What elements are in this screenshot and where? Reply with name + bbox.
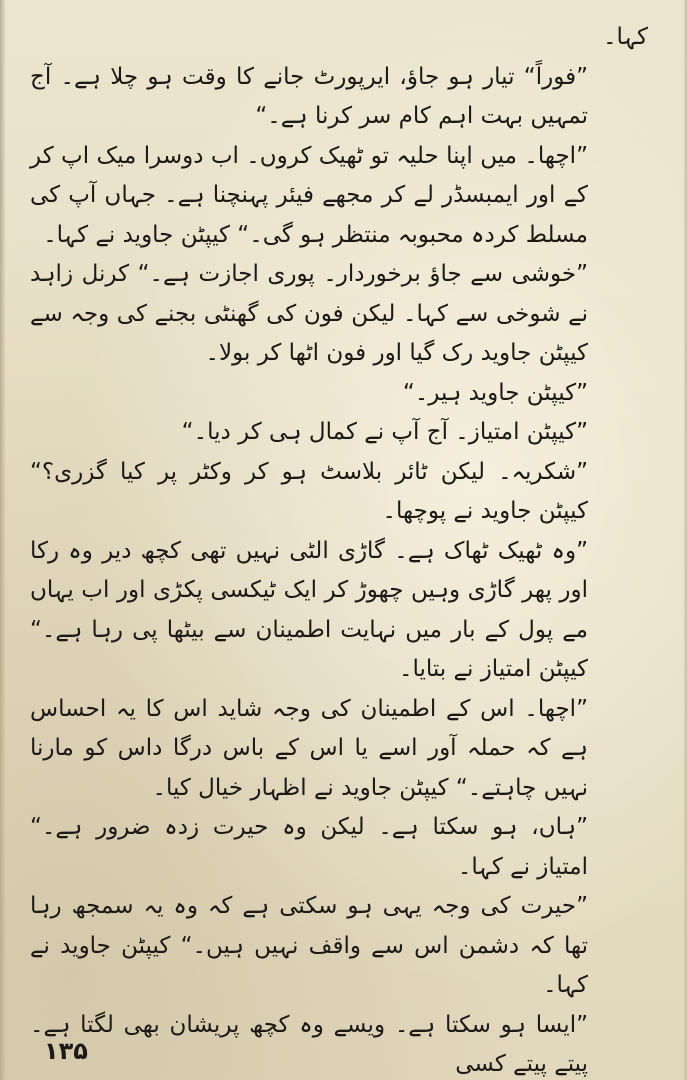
page-edge-right xyxy=(683,0,687,1080)
paragraph: ”کیپٹن امتیاز۔ آج آپ نے کمال ہی کر دیا۔“ xyxy=(181,419,588,445)
paragraph: کہا۔ xyxy=(603,24,648,50)
paragraph: ”فوراً“ تیار ہو جاؤ، ایرپورٹ جانے کا وقت ہو چلا ہے۔ آج تمہیں بہت اہم کام سر کرنا ہے۔“ xyxy=(30,63,588,129)
page-number: ۱۳۵ xyxy=(44,1037,88,1065)
page-body-text xyxy=(30,18,648,1080)
paragraph: ”شکریہ۔ لیکن ٹائر بلاسٹ ہو کر وکٹر پر کیا گزری؟“ کیپٹن جاوید نے پوچھا۔ xyxy=(30,458,588,524)
paragraph: ”ہاں، ہو سکتا ہے۔ لیکن وہ حیرت زدہ ضرور ہے۔“ امتیاز نے کہا۔ xyxy=(30,814,588,880)
paragraph: ”کیپٹن جاوید ہیر۔“ xyxy=(402,379,588,406)
paragraph: ”اچھا۔ اس کے اطمینان کی وجہ شاید اس کا یہ احساس ہے کہ حملہ آور اسے یا اس کے باس درگا داس کو مارنا نہیں چاہتے۔“ کیپٹن جاوید نے اظہار خیال کیا۔ xyxy=(30,695,588,801)
paragraph: ”وہ ٹھیک ٹھاک ہے۔ گاڑی الٹی نہیں تھی کچھ دیر وہ رکا اور پھر گاڑی وہیں چھوڑ کر ایک ٹیکسی پکڑی اور اب یہاں مے پول کے بار میں نہایت اطمینان سے بیٹھا پی رہا ہے۔“ کیپٹن امتیاز نے بتایا۔ xyxy=(30,537,588,682)
paragraph: ”ایسا ہو سکتا ہے۔ ویسے وہ کچھ پریشان بھی لگتا ہے۔ پیتے پیتے کسی xyxy=(30,1011,588,1077)
paragraph: ”حیرت کی وجہ یہی ہو سکتی ہے کہ وہ یہ سمجھ رہا تھا کہ دشمن اس سے واقف نہیں ہیں۔“ کیپٹن جاوید نے کہا۔ xyxy=(30,893,588,998)
paragraph: ”اچھا۔ میں اپنا حلیہ تو ٹھیک کروں۔ اب دوسرا میک اپ کر کے اور ایمبسڈر لے کر مجھے فیئر پہنچنا ہے۔ جہاں آپ کی مسلط کردہ محبوبہ منتظر ہو گی۔“ کیپٹن جاوید نے کہا۔ xyxy=(30,142,588,248)
paragraph: ”خوشی سے جاؤ برخوردار۔ پوری اجازت ہے۔“ کرنل زاہد نے شوخی سے کہا۔ لیکن فون کی گھنٹی بجنے کی وجہ سے کیپٹن جاوید رک گیا اور فون اٹھا کر بولا۔ xyxy=(30,261,588,366)
page-edge-left xyxy=(0,0,6,1080)
